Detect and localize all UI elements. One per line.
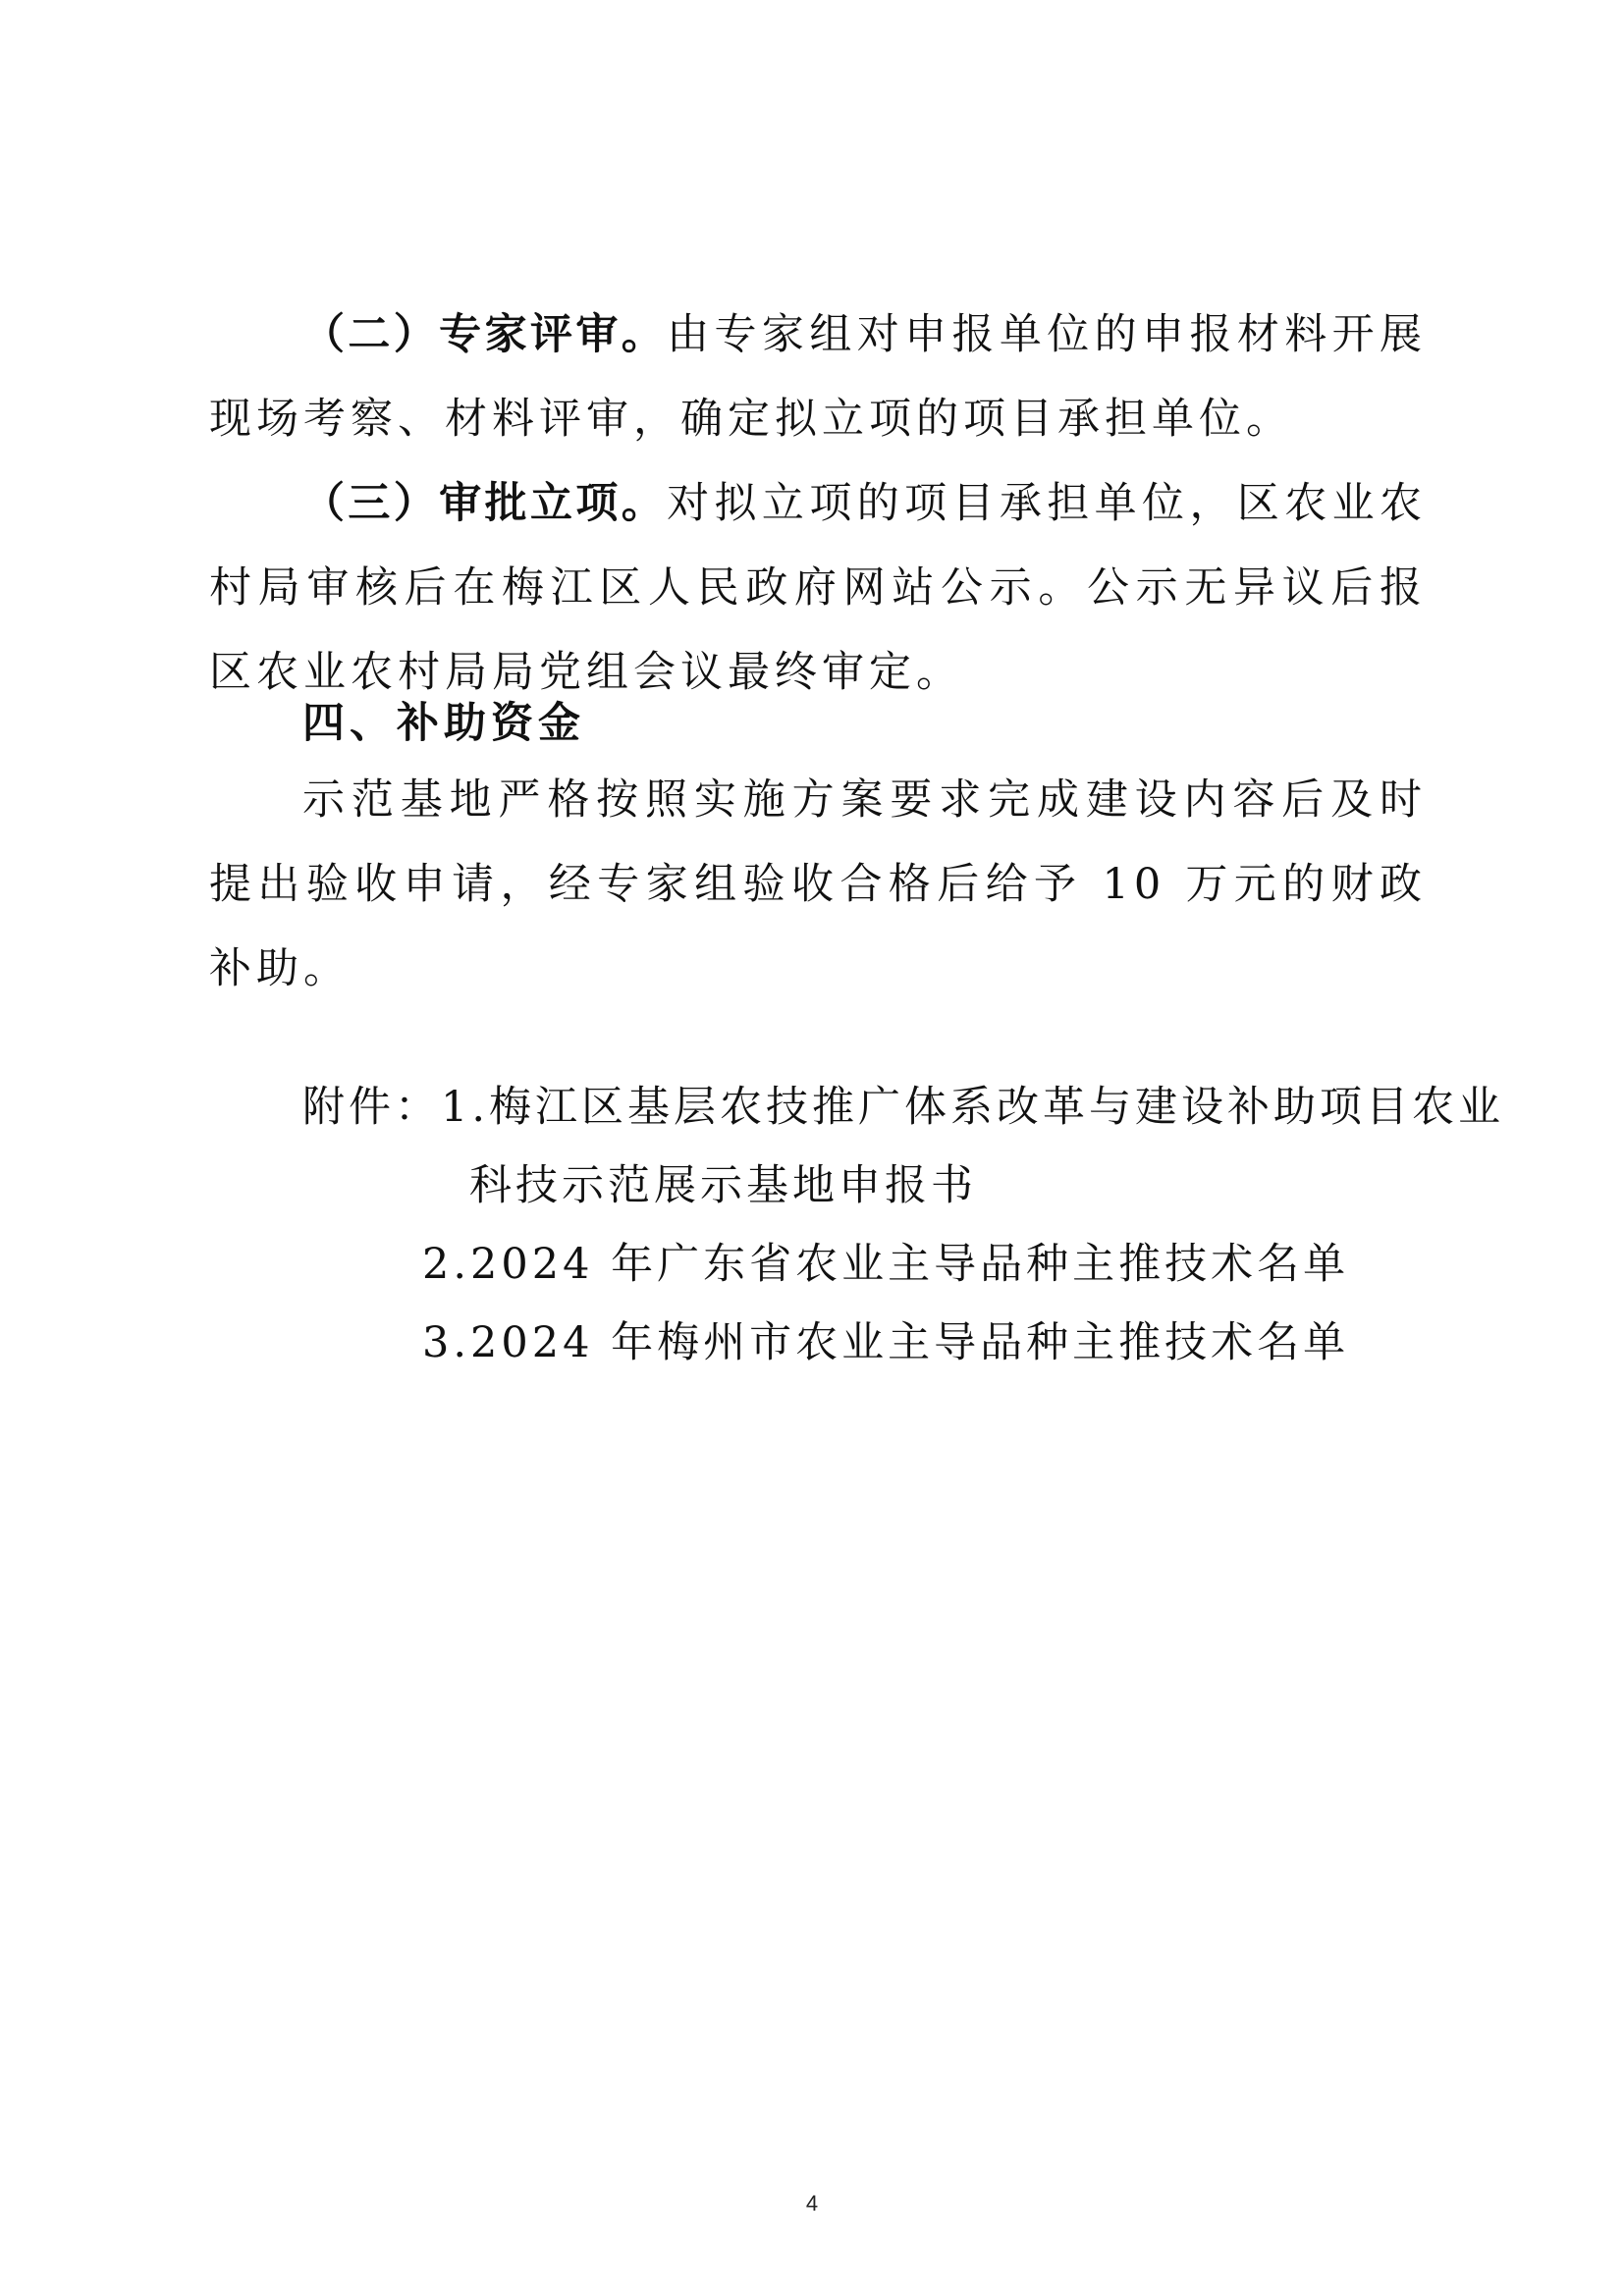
paragraph-four: 示范基地严格按照实施方案要求完成建设内容后及时提出验收申请，经专家组验收合格后给予 10 万元的财政补助。 <box>209 775 1427 993</box>
section-two-lead: （二）专家评审。 <box>302 310 668 359</box>
section-three-text: 对拟立项的项目承担单位，区农业农村局审核后在梅江区人民政府网站公示。公示无异议后报区农业农村局局党组会议最终审定。 <box>209 479 1428 697</box>
attachment-item-1-line-2: 科技示范展示基地申报书 <box>469 1161 977 1210</box>
attachment-item-1-line-1: 1.梅江区基层农技推广体系改革与建设补助项目农业 <box>441 1083 1505 1132</box>
section-three-lead: （三）审批立项。 <box>302 479 668 528</box>
attachment-item-1 <box>302 1065 1504 1149</box>
attachment-item-2: 2.2024 年广东省农业主导品种主推技术名单 <box>422 1240 1350 1289</box>
attachment-item-3: 3.2024 年梅州市农业主导品种主推技术名单 <box>422 1318 1350 1367</box>
heading-four: 四、补助资金 <box>302 699 585 748</box>
attachment-label: 附件： <box>302 1083 441 1132</box>
section-two-paragraph <box>209 293 1427 461</box>
page-number: 4 <box>805 2191 819 2216</box>
section-two-text: 由专家组对申报单位的申报材料开展现场考察、材料评审，确定拟立项的项目承担单位。 <box>209 310 1428 444</box>
section-three-paragraph <box>209 461 1427 715</box>
